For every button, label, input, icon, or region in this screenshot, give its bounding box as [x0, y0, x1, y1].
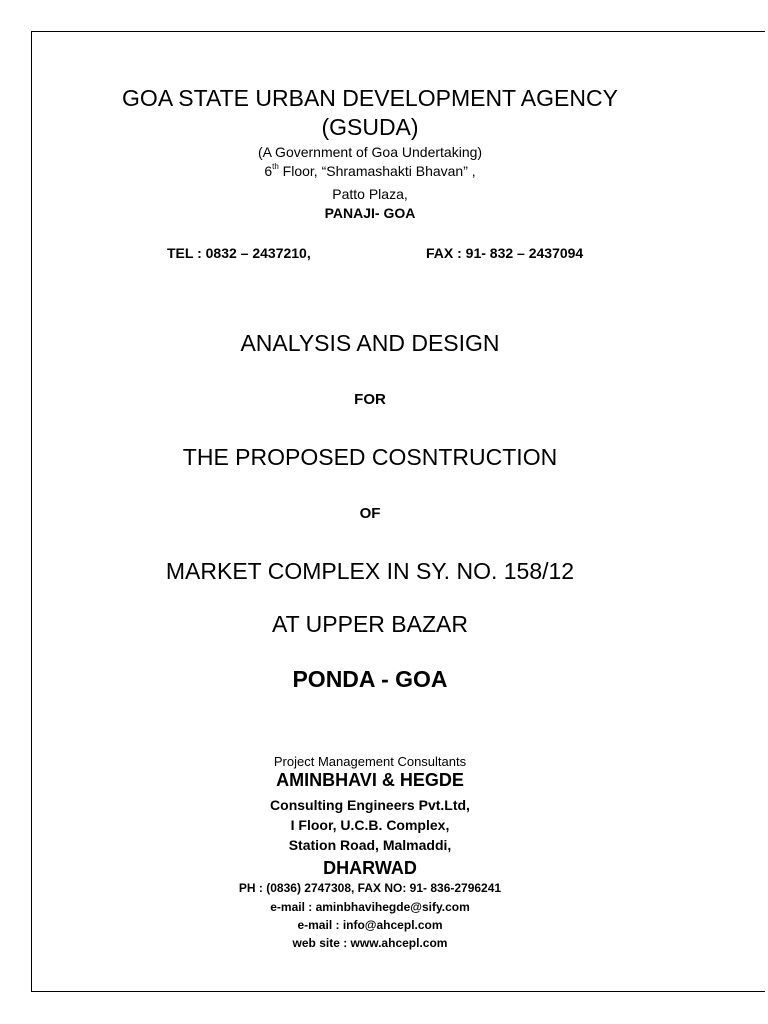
title-for: FOR: [354, 391, 386, 408]
consultant-city: DHARWAD: [323, 858, 417, 878]
title-analysis-design: ANALYSIS AND DESIGN: [240, 330, 500, 356]
title-upper-bazar: AT UPPER BAZAR: [272, 611, 468, 637]
title-market-complex: MARKET COMPLEX IN SY. NO. 158/12: [165, 558, 575, 584]
agency-subtitle: (A Government of Goa Undertaking): [257, 144, 483, 160]
agency-address-line2: Patto Plaza,: [332, 186, 408, 202]
title-of: OF: [359, 505, 381, 522]
consultant-website: web site : www.ahcepl.com: [292, 936, 448, 950]
agency-address-line3: PANAJI- GOA: [324, 205, 416, 221]
consultant-address-line1: I Floor, U.C.B. Complex,: [290, 817, 450, 833]
title-ponda-goa: PONDA - GOA: [292, 666, 448, 692]
consultant-email-2: e-mail : info@ahcepl.com: [297, 918, 443, 932]
agency-fax: FAX : 91- 832 – 2437094: [426, 245, 584, 261]
consultant-firm-type: Consulting Engineers Pvt.Ltd,: [270, 797, 470, 813]
agency-abbreviation: (GSUDA): [321, 114, 419, 140]
consultant-address-line2: Station Road, Malmaddi,: [288, 837, 452, 853]
agency-address-line1: [0, 164, 754, 178]
title-proposed-construction: THE PROPOSED COSNTRUCTION: [182, 444, 558, 470]
consultant-email-1: e-mail : aminbhavihegde@sify.com: [270, 900, 470, 914]
agency-name: GOA STATE URBAN DEVELOPMENT AGENCY: [122, 85, 618, 111]
consultants-label: Project Management Consultants: [273, 754, 467, 769]
agency-telephone: TEL : 0832 – 2437210,: [167, 245, 311, 261]
consultant-firm-name: AMINBHAVI & HEGDE: [276, 770, 464, 790]
floor-suffix: th: [272, 162, 279, 171]
consultant-phone-fax: PH : (0836) 2747308, FAX NO: 91- 836-2796241: [238, 881, 502, 895]
floor-rest: Floor, “Shramashakti Bhavan” ,: [278, 163, 476, 179]
floor-number: 6: [264, 163, 273, 179]
